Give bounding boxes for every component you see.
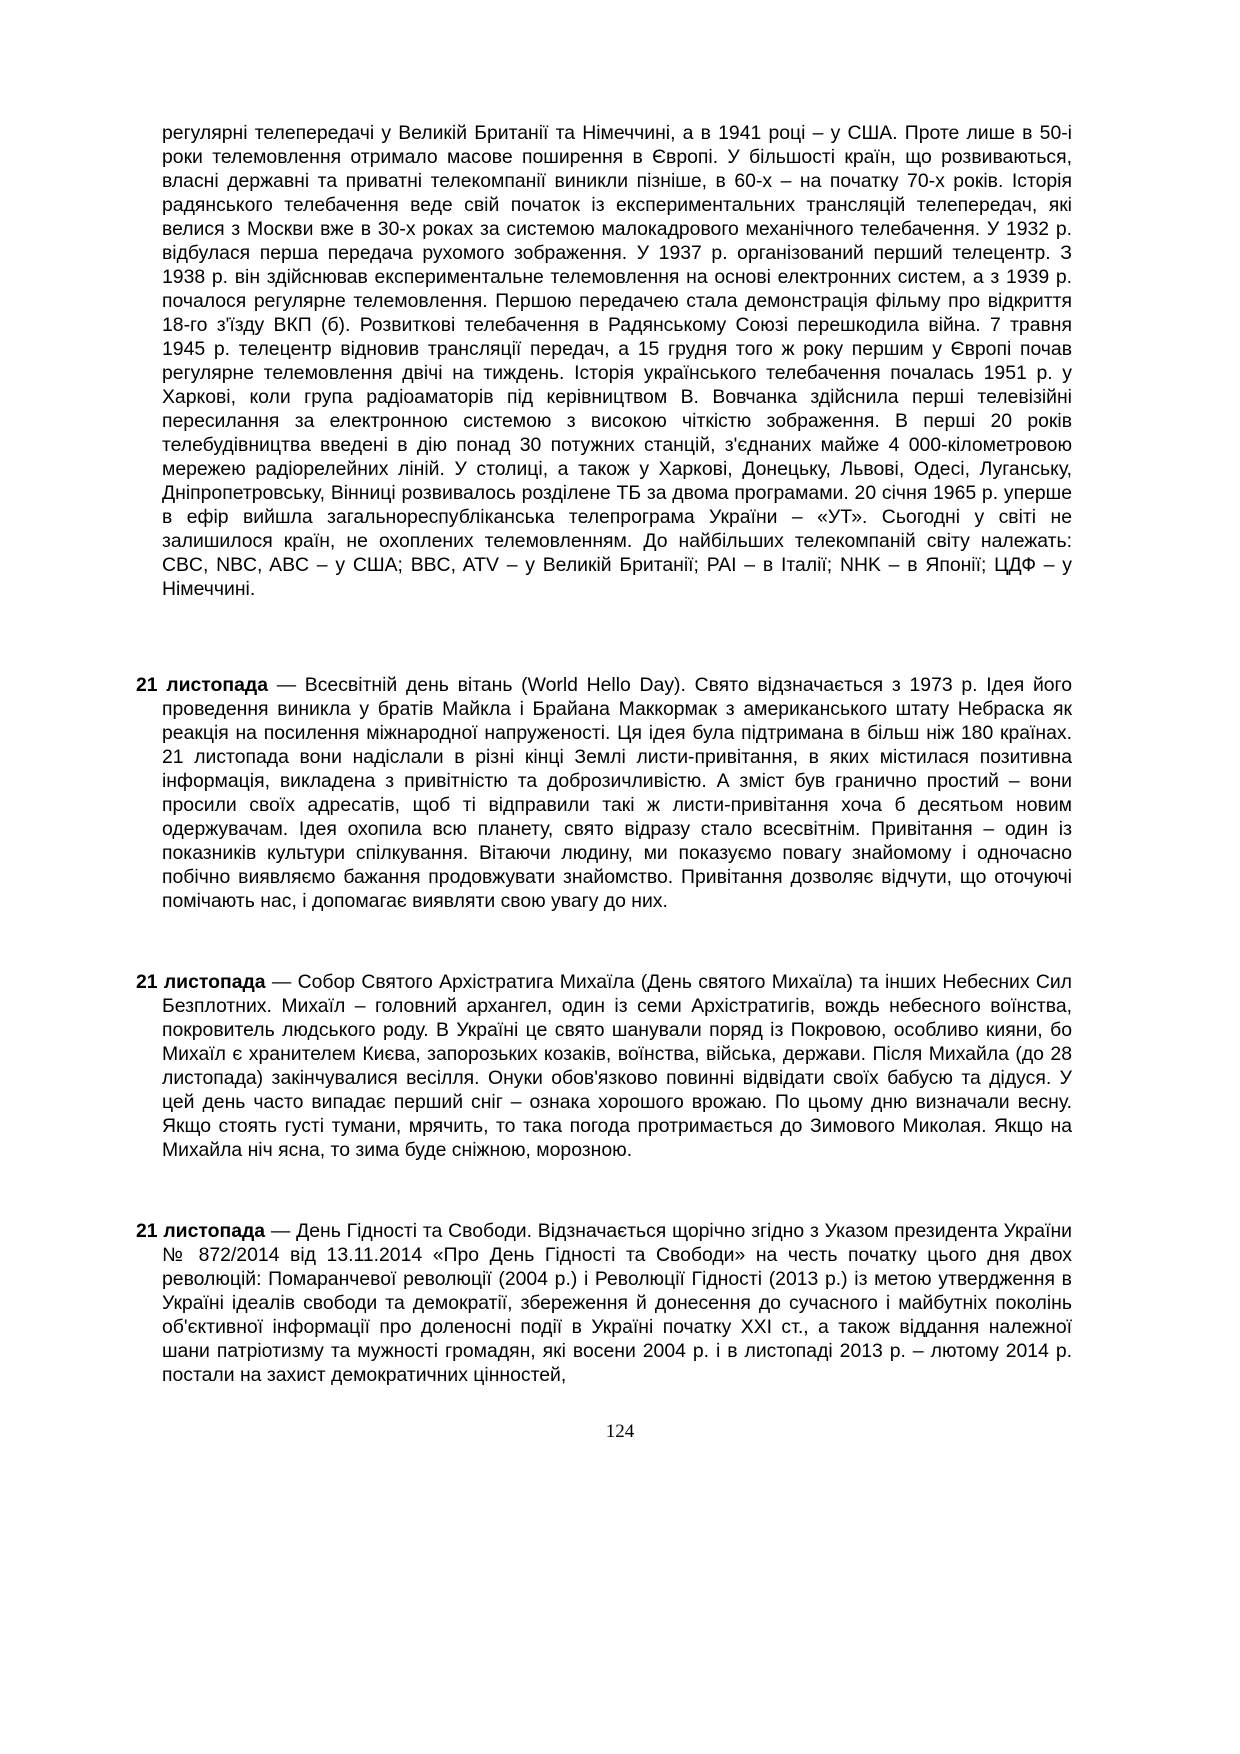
entry-text: — Собор Святого Архістратига Михаїла (День святого Михаїла) та інших Небесних Сил Безплотних. Михаїл – головний архангел, один із семи Архістратигів, вождь небесного воїнства, покровитель людського роду. В Україні це свято шанували поряд із Покровою, особливо кияни, бо Михаїл є хранителем Києва, запорозьких козаків, воїнства, війська, держави. Після Михайла (до 28 листопада) закінчувалися весілля. Онуки обов'язково повинні відвідати своїх бабусю та дідуся. У цей день часто випадає перший сніг – ознака хорошого врожаю. По цьому дню визначали весну. Якщо стоять густі тумани, мрячить, то така погода протримається до Зимового Миколая. Якщо на Михайла ніч ясна, то зима буде сніжною, морозною. <box>162 971 1072 1161</box>
entry-text: — День Гідності та Свободи. Відзначається щорічно згідно з Указом президента України № 872/2014 від 13.11.2014 «Про День Гідності та Свободи» на честь початку цього дня двох революцій: Помаранчевої революції (2004 р.) і Революції Гідності (2013 р.) із метою утвердження в Україні ідеалів свободи та демократії, збереження й донесення до сучасного і майбутніх поколінь об'єктивної інформації про доленосні події в Україні початку XXI ст., а також віддання належної шани патріотизму та мужності громадян, які восени 2004 р. і в листопаді 2013 р. – лютому 2014 р. постали на захист демократичних цінностей, <box>162 1220 1073 1386</box>
entry-date: 21 листопада <box>136 674 268 696</box>
intro-paragraph: регулярні телепередачі у Великій Британії та Німеччині, а в 1941 році – у США. Проте лише в 50-і роки телемовлення отримало масове поширення в Європі. У більшості країн, що розвиваються, власні державні та приватні телекомпанії виникли пізніше, в 60-х – на початку 70-х років. Історія радянського телебачення веде свій початок із експериментальних трансляцій телепередач, які велися з Москви вже в 30-х роках за системою малокадрового механічного телебачення. У 1932 р. відбулася перша передача рухомого зображення. У 1937 р. організований перший телецентр. З 1938 р. він здійснював експериментальне телемовлення на основі електронних систем, а з 1939 р. почалося регулярне телемовлення. Першою передачею стала демонстрація фільму про відкриття 18-го з'їзду ВКП (б). Розвиткові телебачення в Радянському Союзі перешкодила війна. 7 травня 1945 р. телецентр відновив трансляції передач, а 15 грудня того ж року першим у Європі почав регулярне телемовлення двічі на тиждень. Історія українського телебачення почалась 1951 р. у Харкові, коли група радіоаматорів під керівництвом В. Вовчанка здійснила перші телевізійні пересилання за електронною системою з високою чіткістю зображення. В перші 20 років телебудівництва введені в дію понад 30 потужних станцій, з'єднаних майже 4 000-кілометровою мережею радіорелейних ліній. У столиці, а також у Харкові, Донецьку, Львові, Одесі, Луганську, Дніпропетровську, Вінниці розвивалось розділене ТБ за двома програмами. 20 січня 1965 р. уперше в ефір вийшла загальнореспубліканська телепрограма України – «УТ». Сьогодні у світі не залишилося країн, не охоплених телемовленням. До найбільших телекомпаній світу належать: CBC, NBC, ABC – у США; BBC, ATV – у Великій Британії; PAI – в Італії; NHK – в Японії; ЦДФ – у Німеччині. <box>162 122 1072 600</box>
entry-dignity-freedom-day <box>136 1219 1072 1387</box>
page-number: 124 <box>605 1421 635 1442</box>
entry-date: 21 листопада <box>136 1220 266 1242</box>
entry-world-hello-day <box>136 673 1072 913</box>
entry-text: — Всесвітній день вітань (World Hello Day). Свято відзначається з 1973 р. Ідея його проведення виникла у братів Майкла і Брайана Маккормак з американського штату Небраска як реакція на посилення міжнародної напруженості. Ця ідея була підтримана в більш ніж 180 країнах. 21 листопада вони надіслали в різні кінці Землі листи-привітання, в яких містилася позитивна інформація, викладена з привітністю та доброзичливістю. А зміст був гранично простий – вони просили своїх адресатів, щоб ті відправили такі ж листи-привітання хоча б десятьом новим одержувачам. Ідея охопила всю планету, свято відразу стало всесвітнім. Привітання – один із показників культури спілкування. Вітаючи людину, ми показуємо повагу знайомому і одночасно побічно виявляємо бажання продовжувати знайомство. Привітання дозволяє відчути, що оточуючі помічають нас, і допомагає виявляти свою увагу до них. <box>162 674 1072 912</box>
entry-saint-michael-day <box>136 970 1072 1162</box>
entry-date: 21 листопада <box>136 971 266 993</box>
